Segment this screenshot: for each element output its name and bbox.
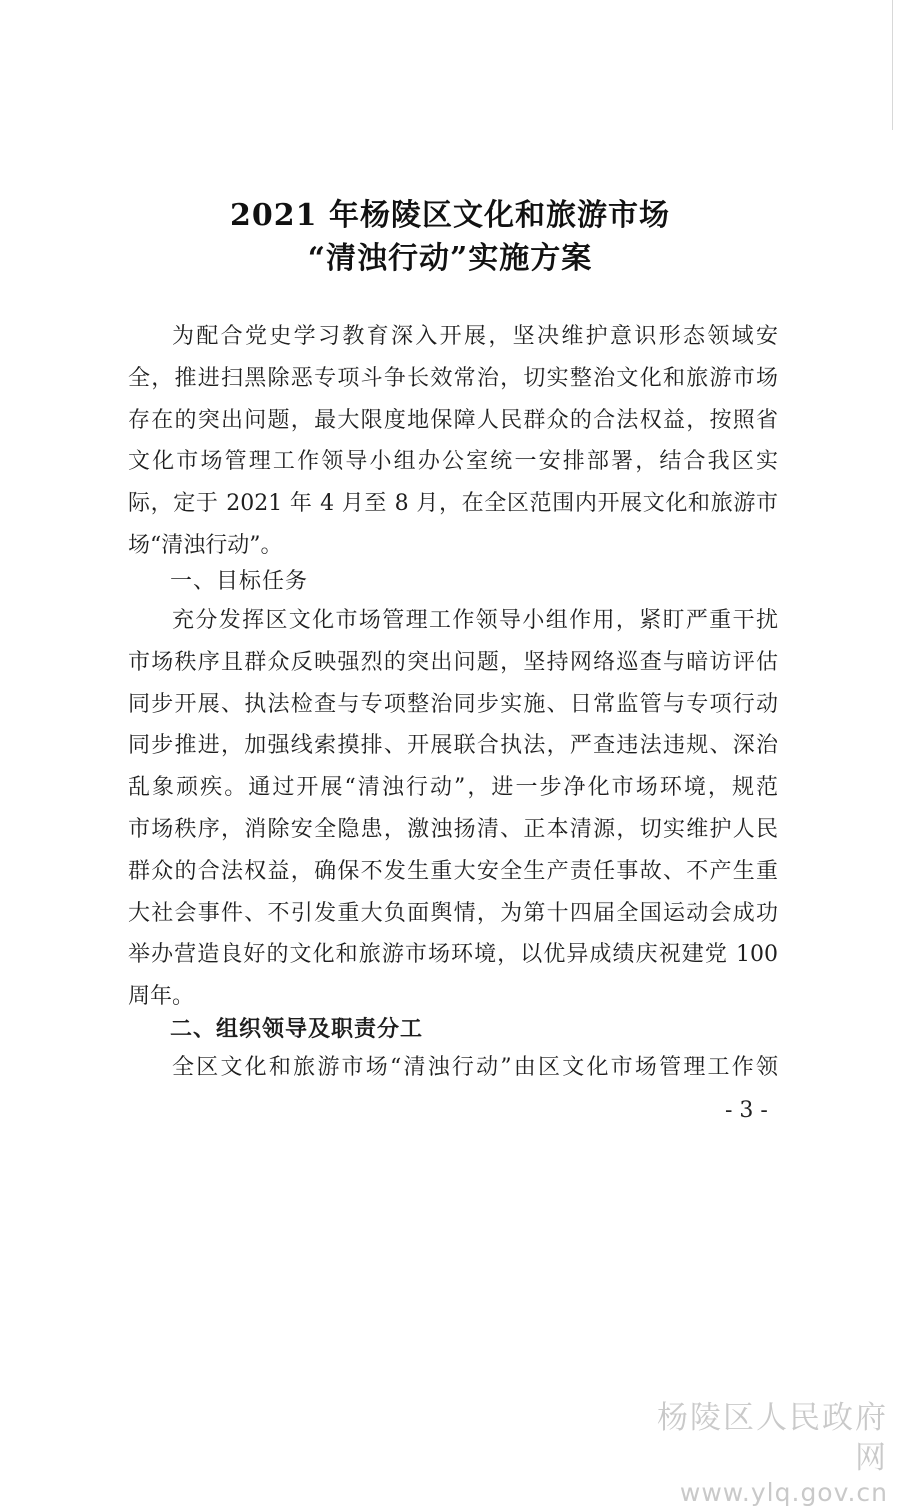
intro-line: 为配合党史学习教育深入开展，坚决维护意识形态领域安 (172, 324, 778, 349)
section2-paragraph (128, 1047, 778, 1089)
section1-line: 市场秩序，消除安全隐患，激浊扬清、正本清源，切实维护人民 (128, 816, 778, 842)
intro-line: 际，定于 2021 年 4 月至 8 月，在全区范围内开展文化和旅游市 (128, 491, 778, 517)
section1-line: 同步开展、执法检查与专项整治同步实施、日常监管与专项行动 (128, 691, 778, 717)
section1-line: 周年。 (128, 984, 195, 1010)
section1-line: 大社会事件、不引发重大负面舆情，为第十四届全国运动会成功 (128, 900, 778, 926)
intro-paragraph (128, 316, 778, 567)
document-title-line1: 2021 年杨陵区文化和旅游市场 (230, 198, 670, 233)
section1-line: 充分发挥区文化市场管理工作领导小组作用，紧盯严重干扰 (172, 608, 778, 633)
intro-line: 场“清浊行动”。 (128, 532, 283, 558)
section1-line: 同步推进，加强线索摸排、开展联合执法，严查违法违规、深治 (128, 733, 778, 759)
intro-line: 全，推进扫黑除恶专项斗争长效常治，切实整治文化和旅游市场 (128, 365, 778, 391)
section1-heading: 一、目标任务 (170, 569, 309, 594)
intro-line: 存在的突出问题，最大限度地保障人民群众的合法权益，按照省 (128, 407, 778, 433)
section2-heading: 二、组织领导及职责分工 (170, 1017, 424, 1042)
document-title-line2: “清浊行动”实施方案 (307, 241, 593, 276)
intro-line: 文化市场管理工作领导小组办公室统一安排部署，结合我区实 (128, 449, 778, 475)
section1-line: 市场秩序且群众反映强烈的突出问题，坚持网络巡查与暗访评估 (128, 649, 778, 675)
site-watermark (628, 1398, 888, 1508)
section2-line: 全区文化和旅游市场“清浊行动”由区文化市场管理工作领 (172, 1055, 778, 1080)
page-number: - 3 - (725, 1098, 768, 1123)
watermark-site-name: 杨陵区人民政府网 (657, 1400, 888, 1476)
section1-line: 乱象顽疾。通过开展“清浊行动”，进一步净化市场环境，规范 (128, 775, 778, 801)
section1-line: 举办营造良好的文化和旅游市场环境，以优异成绩庆祝建党 100 (128, 942, 778, 968)
page-edge-line (892, 0, 893, 130)
watermark-url: www.ylq.gov.cn (679, 1478, 888, 1507)
section1-line: 群众的合法权益，确保不发生重大安全生产责任事故、不产生重 (128, 858, 778, 884)
section1-paragraph (128, 600, 778, 1018)
